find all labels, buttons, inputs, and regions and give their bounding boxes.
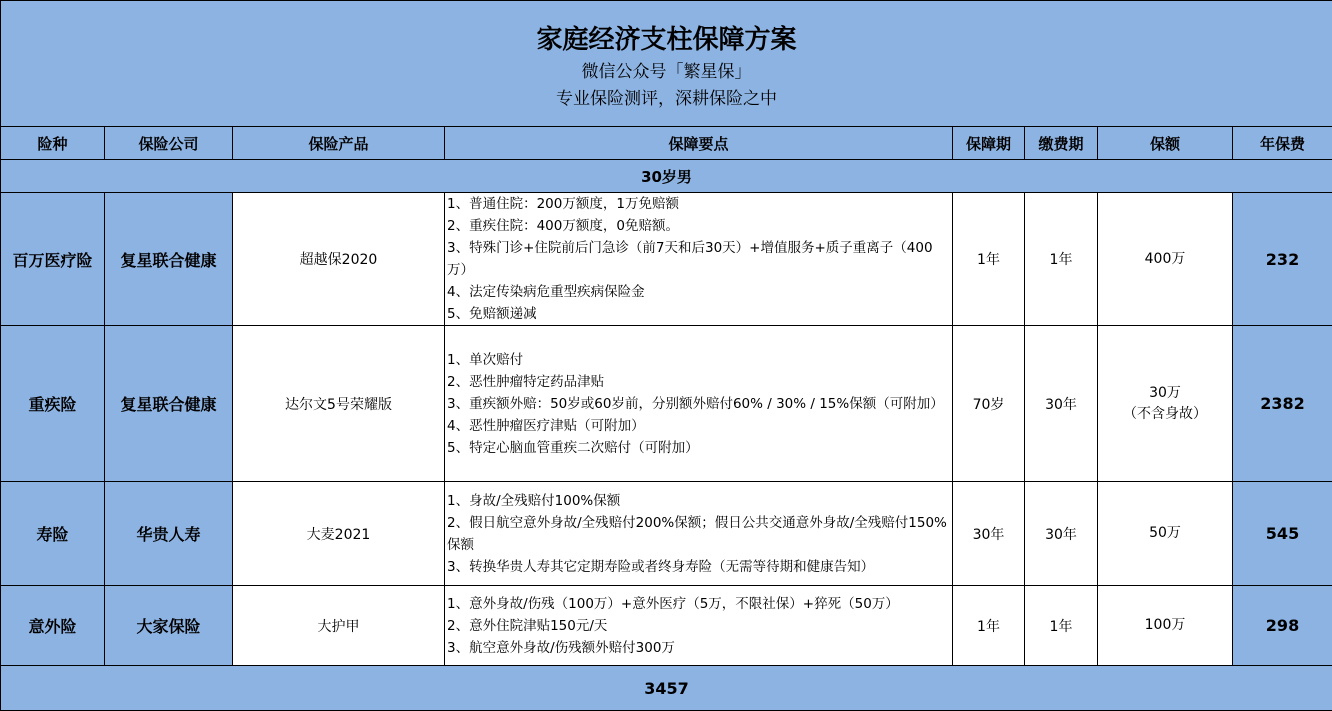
cell-product: 大护甲 xyxy=(233,586,445,666)
amount-line: 30万 xyxy=(1098,383,1232,404)
cell-amount xyxy=(1098,482,1233,586)
point-item: 4、法定传染病危重型疾病保险金 xyxy=(447,281,952,303)
cell-type: 重疾险 xyxy=(1,326,105,482)
table-row xyxy=(1,482,1332,586)
point-item: 3、航空意外身故/伤残额外赔付300万 xyxy=(447,637,952,659)
page-tagline: 专业保险测评，深耕保险之中 xyxy=(1,86,1332,113)
point-item: 2、意外住院津贴150元/天 xyxy=(447,615,952,637)
col-header-type: 险种 xyxy=(1,127,105,160)
page-title: 家庭经济支柱保障方案 xyxy=(1,21,1332,59)
amount-note: （不含身故） xyxy=(1098,404,1232,425)
cell-premium: 2382 xyxy=(1233,326,1332,482)
point-item: 4、恶性肿瘤医疗津贴（可附加） xyxy=(447,415,952,437)
cell-pay: 30年 xyxy=(1025,326,1098,482)
cell-points xyxy=(445,326,953,482)
cell-product: 大麦2021 xyxy=(233,482,445,586)
cell-company: 华贵人寿 xyxy=(105,482,233,586)
point-item: 5、特定心脑血管重疾二次赔付（可附加） xyxy=(447,437,952,459)
column-header-row xyxy=(1,127,1332,160)
cell-premium: 545 xyxy=(1233,482,1332,586)
cell-premium: 298 xyxy=(1233,586,1332,666)
amount-line: 100万 xyxy=(1098,615,1232,636)
point-item: 5、免赔额递减 xyxy=(447,303,952,325)
table-row xyxy=(1,193,1332,326)
cell-company: 大家保险 xyxy=(105,586,233,666)
cell-points xyxy=(445,482,953,586)
section-row xyxy=(1,160,1332,193)
point-item: 1、意外身故/伤残（100万）+意外医疗（5万，不限社保）+猝死（50万） xyxy=(447,593,952,615)
point-item: 3、特殊门诊+住院前后门急诊（前7天和后30天）+增值服务+质子重离子（400万） xyxy=(447,237,952,281)
col-header-term: 保障期 xyxy=(953,127,1025,160)
cell-type: 意外险 xyxy=(1,586,105,666)
page-subtitle: 微信公众号「繁星保」 xyxy=(1,59,1332,86)
point-item: 1、普通住院：200万额度，1万免赔额 xyxy=(447,193,952,215)
col-header-product: 保险产品 xyxy=(233,127,445,160)
cell-company: 复星联合健康 xyxy=(105,326,233,482)
section-label: 30岁男 xyxy=(1,160,1332,193)
col-header-company: 保险公司 xyxy=(105,127,233,160)
cell-premium: 232 xyxy=(1233,193,1332,326)
title-block xyxy=(1,1,1332,127)
cell-company: 复星联合健康 xyxy=(105,193,233,326)
point-item: 1、身故/全残赔付100%保额 xyxy=(447,490,952,512)
cell-points xyxy=(445,586,953,666)
table-row xyxy=(1,326,1332,482)
point-item: 3、重疾额外赔：50岁或60岁前，分别额外赔付60% / 30% / 15%保额（可附加） xyxy=(447,393,952,415)
cell-amount xyxy=(1098,586,1233,666)
point-item: 2、恶性肿瘤特定药品津贴 xyxy=(447,371,952,393)
cell-type: 百万医疗险 xyxy=(1,193,105,326)
col-header-pay: 缴费期 xyxy=(1025,127,1098,160)
table-row xyxy=(1,586,1332,666)
point-item: 2、重疾住院：400万额度，0免赔额。 xyxy=(447,215,952,237)
col-header-premium: 年保费 xyxy=(1233,127,1332,160)
cell-points xyxy=(445,193,953,326)
amount-line: 400万 xyxy=(1098,249,1232,270)
cell-amount xyxy=(1098,193,1233,326)
cell-term: 1年 xyxy=(953,193,1025,326)
cell-pay: 30年 xyxy=(1025,482,1098,586)
point-item: 1、单次赔付 xyxy=(447,349,952,371)
amount-line: 50万 xyxy=(1098,523,1232,544)
cell-term: 30年 xyxy=(953,482,1025,586)
col-header-points: 保障要点 xyxy=(445,127,953,160)
cell-pay: 1年 xyxy=(1025,586,1098,666)
cell-term: 70岁 xyxy=(953,326,1025,482)
col-header-amount: 保额 xyxy=(1098,127,1233,160)
point-item: 2、假日航空意外身故/全残赔付200%保额；假日公共交通意外身故/全残赔付150%保额 xyxy=(447,512,952,556)
total-premium: 3457 xyxy=(1,666,1332,711)
point-item: 3、转换华贵人寿其它定期寿险或者终身寿险（无需等待期和健康告知） xyxy=(447,556,952,578)
cell-pay: 1年 xyxy=(1025,193,1098,326)
cell-type: 寿险 xyxy=(1,482,105,586)
cell-product: 超越保2020 xyxy=(233,193,445,326)
total-row xyxy=(1,666,1332,711)
cell-amount xyxy=(1098,326,1233,482)
cell-product: 达尔文5号荣耀版 xyxy=(233,326,445,482)
cell-term: 1年 xyxy=(953,586,1025,666)
